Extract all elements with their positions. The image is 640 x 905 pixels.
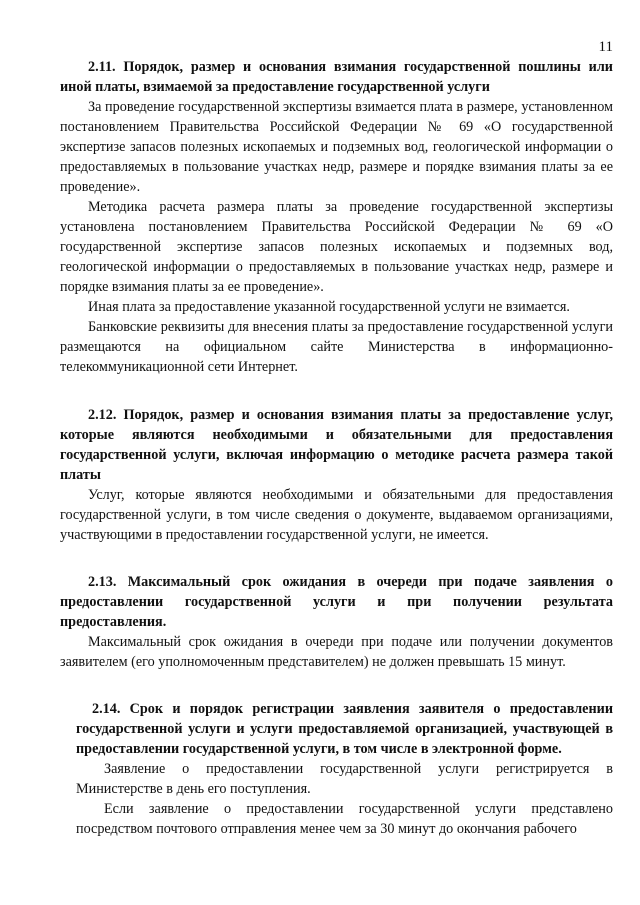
paragraph: Если заявление о предоставлении государственной услуги представлено посредством почтового отправления менее чем за 30 минут до окончания рабочего [76, 801, 613, 837]
paragraph: Банковские реквизиты для внесения платы за предоставление государственной услуги размещаются на официальном сайте Министерства в информационно-телекоммуникационной сети Интернет. [60, 319, 613, 375]
section-heading: 2.14. Срок и порядок регистрации заявления заявителя о предоставлении государственной услуги и услуги предоставляемой организацией, участвующей в предоставлении государственной услуги, в том числе в электронной форме. [76, 701, 613, 757]
section-heading: 2.12. Порядок, размер и основания взимания платы за предоставление услуг, которые являются необходимыми и обязательными для предоставления государственной услуги, включая информацию о методике расчета размера такой платы [60, 407, 613, 483]
paragraph: Услуг, которые являются необходимыми и обязательными для предоставления государственной услуги, в том числе сведения о документе, выдаваемом организациями, участвующими в предоставлении государственной услуги, не имеется. [60, 487, 613, 543]
paragraph: Методика расчета размера платы за проведение государственной экспертизы установлена постановлением Правительства Российской Федерации № 69 «О государственной экспертизе запасов полезных ископаемых и подземных вод, геологической информации о предоставляемых в пользование участках недр, размере и порядке взимания платы за ее проведение». [60, 199, 613, 295]
paragraph: За проведение государственной экспертизы взимается плата в размере, установленном постановлением Правительства Российской Федерации № 69 «О государственной экспертизе запасов полезных ископаемых и подземных вод, геологической информации о предоставляемых в пользование участках недр, размере и порядке взимания платы за ее проведение». [60, 99, 613, 195]
section-heading: 2.13. Максимальный срок ожидания в очереди при подаче заявления о предоставлении государственной услуги и при получении результата предоставления. [60, 574, 613, 630]
paragraph: Иная плата за предоставление указанной государственной услуги не взимается. [88, 299, 570, 315]
paragraph: Максимальный срок ожидания в очереди при подаче или получении документов заявителем (его уполномоченным представителем) не должен превышать 15 минут. [60, 634, 613, 670]
section-2-14 [76, 699, 613, 839]
paragraph: Заявление о предоставлении государственной услуги регистрируется в Министерстве в день его поступления. [76, 761, 613, 797]
section-2-13 [60, 572, 613, 672]
section-heading: 2.11. Порядок, размер и основания взимания государственной пошлины или иной платы, взимаемой за предоставление государственной услуги [60, 59, 613, 95]
section-2-11 [60, 57, 613, 377]
page-content [60, 57, 613, 839]
section-2-12 [60, 405, 613, 545]
page-number: 11 [598, 39, 613, 55]
